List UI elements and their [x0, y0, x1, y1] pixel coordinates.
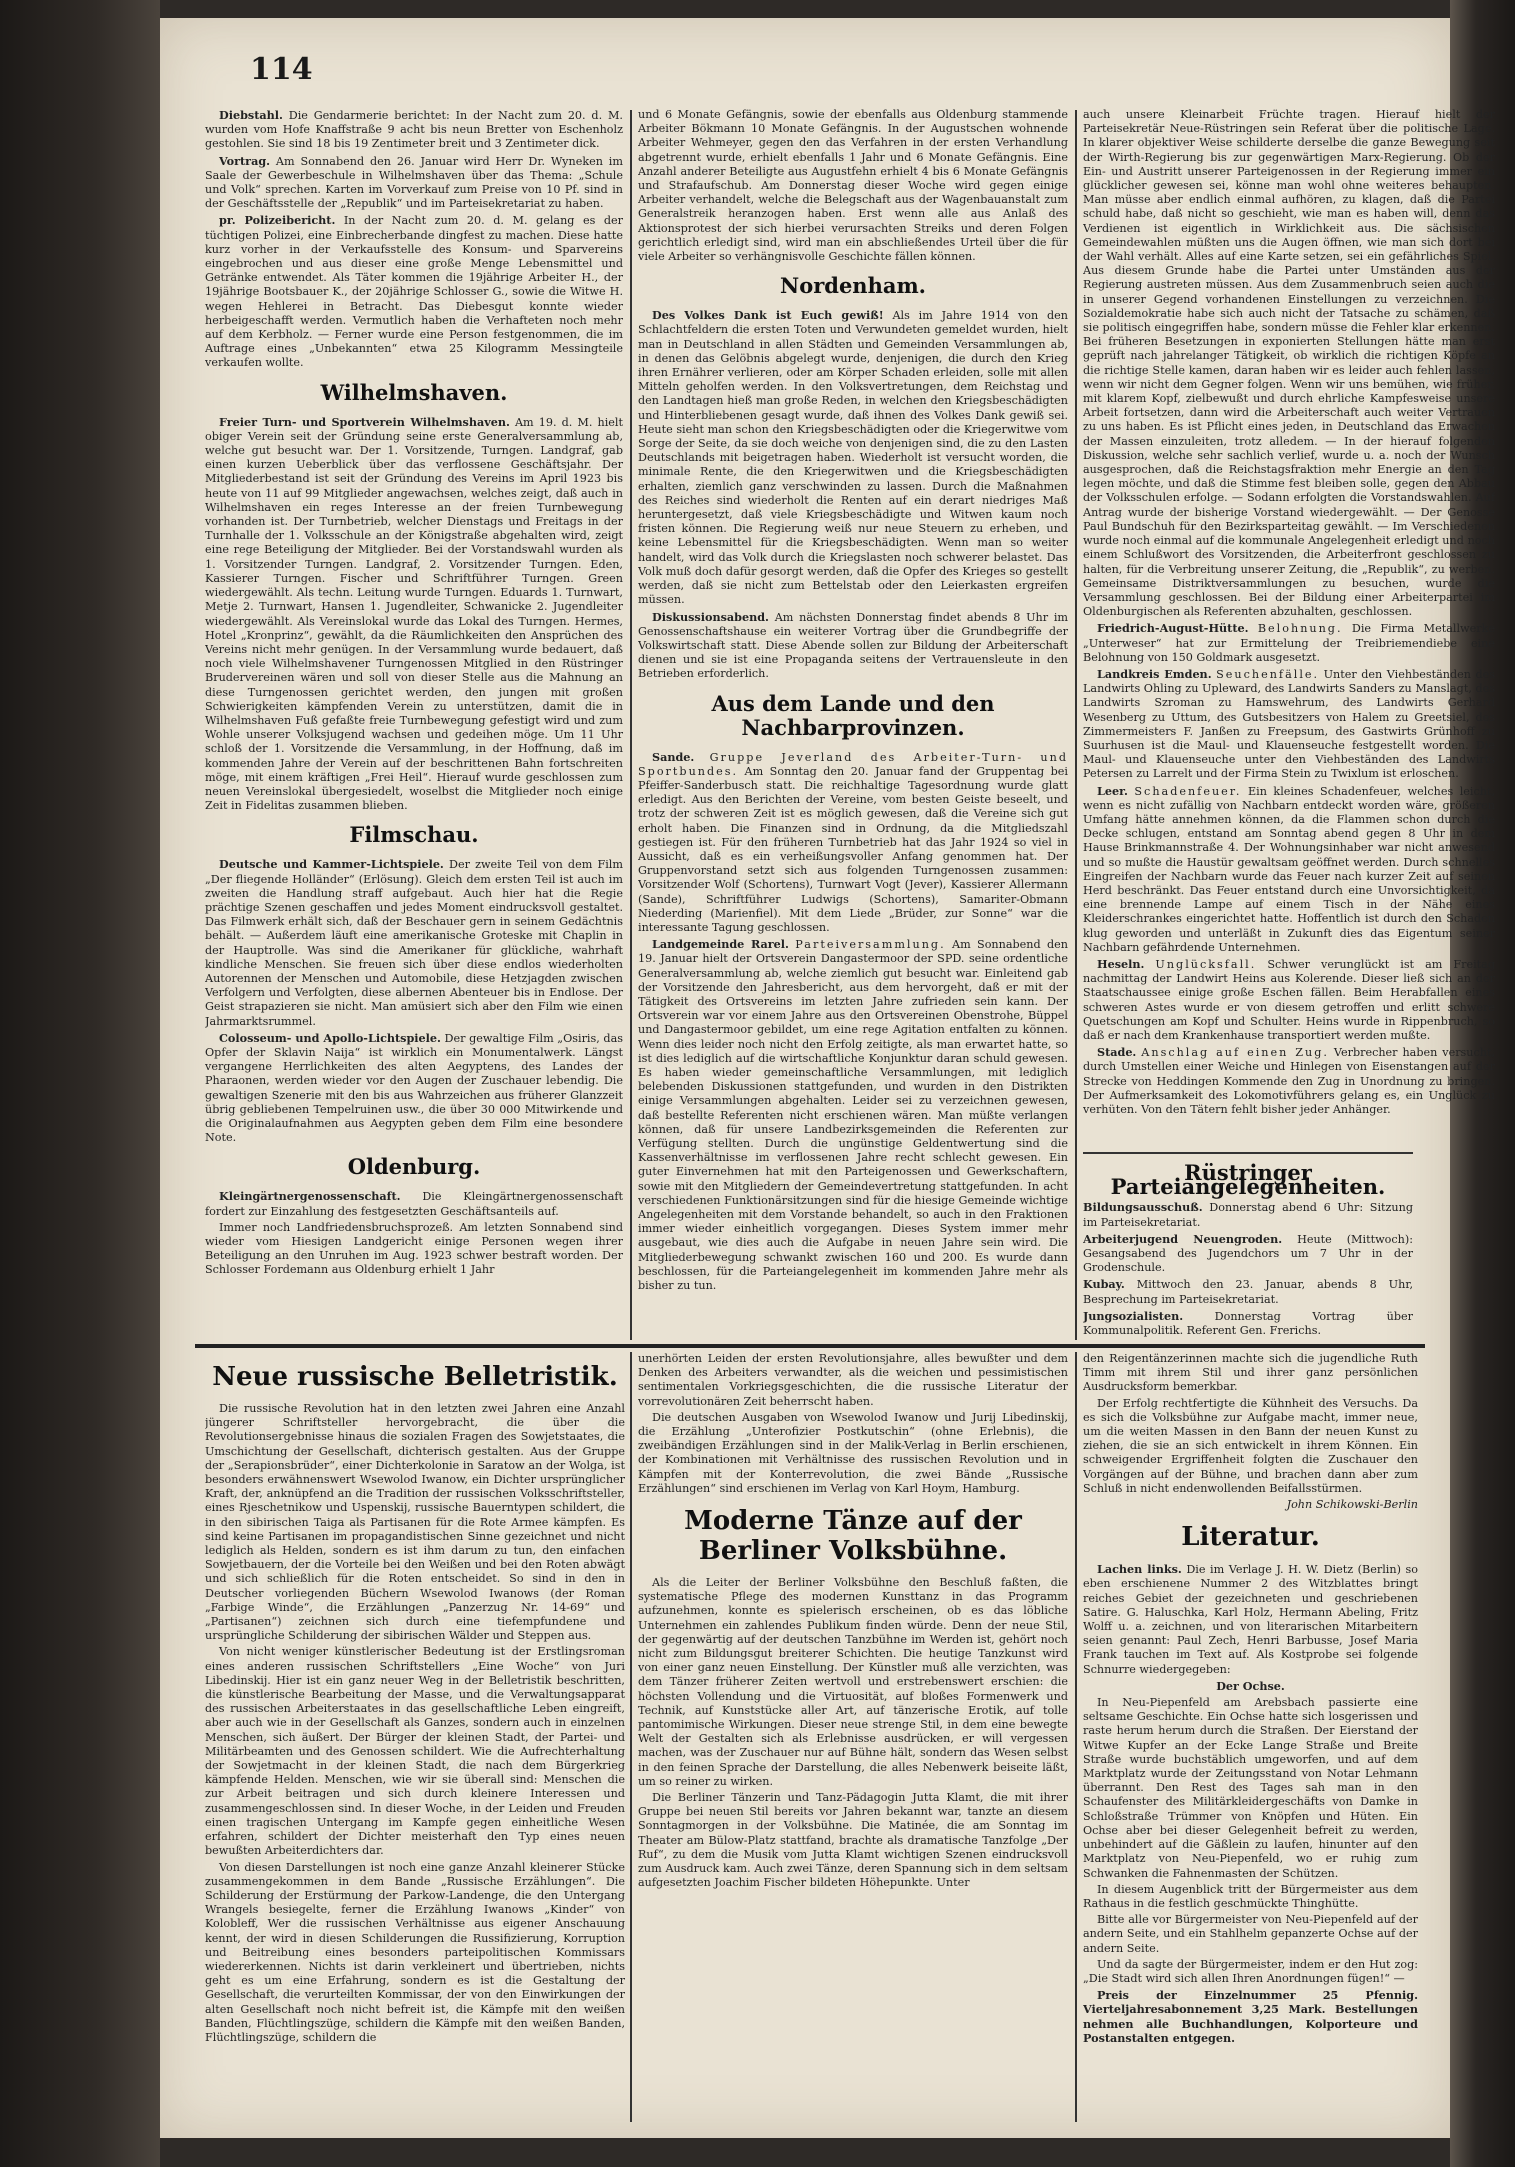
taenze-cont: den Reigentänzerinnen machte sich die jugendliche Ruth Timm mit ihrem Stil und ihrer ganz persönlichen Ausdrucksform bemerkbar.	[1083, 1352, 1418, 1394]
column-rule-3	[630, 1352, 632, 2122]
ochse-paragraph: Bitte alle vor Bürgermeister von Neu-Piepenfeld auf der andern Seite, und ein Stahlhelm gepanzerte Ochse auf der andern Seite.	[1083, 1913, 1418, 1955]
heading-oldenburg: Oldenburg.	[347, 1154, 481, 1180]
article-kleingaertner: Kleingärtnergenossenschaft. Die Kleingärtnergenossenschaft fordert zur Einzahlung des festgesetzten Geschäftsanteils auf.	[205, 1189, 623, 1218]
belletristik-paragraph: Von diesen Darstellungen ist noch eine ganze Anzahl kleinerer Stücke zusammengekommen in dem Bande „Russische Erzählungen“. Die Schilderung der Erstürmung der Parkow-Landenge, die den Untergang Wrangels besiegelte, ferner die Erzählung Iwanows „Kinder“ von Kolobleff, Wer die russischen Verhältnisse aus eigener Anschauung kennt, der wird in diesen Schilderungen die Russifizierung, Korruption und Beitreibung eines besonders parteipolitischen Kommissars wiedererkennen. Nichts ist darin verkleinert und übertrieben, nichts geht es um eine Erfahrung, sondern es ist die Gestaltung der Gesellschaft, die verurteilten Kommissar, der von den Einwirkungen der alten Gesellschaft noch nicht befreit ist, die Kämpfe mit den weißen Banden, Flüchtlingszüge, schildern die Kämpfe mit den weißen Banden, Flüchtlingszüge, schildern die	[205, 1860, 625, 2044]
party-item: Arbeiterjugend Neuengroden. Heute (Mittwoch): Gesangsabend des Jugendchors um 7 Uhr in der Grodenschule.	[1083, 1231, 1413, 1275]
party-item: Jungsozialisten. Donnerstag Vortrag über Kommunalpolitik. Referent Gen. Frerichs.	[1083, 1308, 1413, 1338]
book-binding-left	[0, 0, 160, 2167]
belletristik-paragraph: Von nicht weniger künstlerischer Bedeutung ist der Erstlingsroman eines anderen russischen Schriftstellers „Eine Woche“ von Juri Libedinskij. Hier ist ein ganz neuer Weg in der Belletristik beschritten, die künstlerische Bearbeitung der Masse, und die Verwaltungsapparat des russischen Arbeiterstaates in das gesellschaftliche Leben eingreift, aber auch wie in der Gesellschaft als Ganzes, sondern auch in einzelnen Menschen, sich äußert. Der Bürger der kleinen Stadt, der Partei- und Militärbeamten und des Genossen schildert. Wie die Aufrechterhaltung der Sowjetmacht in der kleinen Stadt, die nach dem Bürgerkrieg kämpfende Helden. Menschen, wie wir sie überall sind: Menschen die zur Arbeit beitragen und sich durch kleinere Interessen und zusammengeschlossen sind. In dieser Woche, in der Leiden und Freuden einen tragischen Untergang im Kampfe gegen einheitliche Wesen erfahren, schildert der Dichter meisterhaft den Typ eines neuen bewußten Arbeiterdichters dar.	[205, 1645, 625, 1858]
heading-moderne-taenze: Moderne Tänze auf der Berliner Volksbühne.	[684, 1506, 1022, 1567]
party-box-top-rule	[1083, 1152, 1413, 1154]
heading-literatur: Literatur.	[1181, 1522, 1320, 1553]
column-rule-2	[1075, 110, 1077, 1340]
party-announcements	[1083, 1158, 1413, 1338]
column-3	[1083, 108, 1495, 1158]
article-polizeibericht: pr. Polizeibericht. In der Nacht zum 20. d. M. gelang es der tüchtigen Polizei, eine Einbrecherbande dingfest zu machen. Diese hatte kurz vorher in der Verkaufsstelle des Konsum- und Sparvereins eingebrochen und aus dieser eine große Menge Lebensmittel und Getränke entwendet. Als Täter kommen die 19jährige Arbeiter H., der 19jährige Bootsbauer K., der 20jährige Schlosser G., sowie die Witwe H. wegen Hehlerei in Betracht. Das Diebesgut konnte wieder herbeigeschafft werden. Vermutlich haben die Verhafteten noch mehr auf dem Kerbholz. — Ferner wurde eine Person festgenommen, die im Auftrage eines „Unbekannten“ etwa 25 Kilogramm Messingteile verkaufen wollte.	[205, 213, 623, 370]
column-rule-1	[630, 110, 632, 1340]
article-friedrich-august-huette: Friedrich-August-Hütte. Belohnung. Die Firma Metallwerke „Unterweser“ hat zur Ermittelung der Treibriemendiebe eine Belohnung von 150 Goldmark ausgesetzt.	[1083, 621, 1495, 664]
article-parteisekretaer-cont: auch unsere Kleinarbeit Früchte tragen. Hierauf hielt der Parteisekretär Neue-Rüstringen sein Referat über die politische Lage. In klarer objektiver Weise schilderte derselbe die ganze Bewegung seit der Wirth-Regierung bis zur gegenwärtigen Marx-Regierung. Ob der Ein- und Austritt unserer Parteigenossen in der Regierung immer ein glücklicher gewesen sei, könne man wohl ohne weiteres behaupten. Man müsse aber endlich einmal aufhören, zu klagen, daß die Partei schuld habe, daß nicht so geschieht, wie man es haben will, denn das Verdienen ist eigentlich in Wirklichkeit aus. Die sächsischen Gemeindewahlen müßten uns die Augen öffnen, wie man sich dort bei der Wahl verhält. Alles auf eine Karte setzen, sei ein gefährliches Spiel. Aus diesem Grunde habe die Partei unter Umständen aus der Regierung austreten müssen. Aus dem Zusammenbruch seien auch die in unserer Gegend vorhandenen Einstellungen zu verzeichnen. Die Sozialdemokratie habe sich auch nicht der Tatsache zu schämen, daß sie politisch eingegriffen habe, sondern müsse die Fehler klar erkennen. Bei früheren Besetzungen in exponierten Stellungen hätte man erst geprüft nach jahrelanger Tätigkeit, ob wirklich die richtigen Köpfe an die richtige Stelle kamen, daran haben wir es leider auch fehlen lassen, wenn wir nicht dem Gegner folgen. Wenn wir uns bemühen, wie früher, mit klarem Kopf, zielbewußt und durch ehrliche Kampfesweise unsere Arbeit fortsetzen, dann wird die Arbeiterschaft auch weiter Vertrauen zu uns haben. Es ist Pflicht eines jeden, in Deutschland das Erwachen der Massen einzuleiten, trotz alledem. — In der hierauf folgenden Diskussion, welche sehr sachlich verlief, wurde u. a. noch der Wunsch ausgesprochen, daß die Reichstagsfraktion mehr Energie an den Tag legen möchte, und daß die Stimme fest bleiben solle, gegen den Abbau der Volksschulen erfolge. — Sodann erfolgten die Vorstandswahlen. Auf Antrag wurde der bisherige Vorstand wiedergewählt. — Der Genosse Paul Bundschuh für den Bezirksparteitag gewählt. — Im Verschiedenen wurde noch einmal auf die kommunale Angelegenheit erledigt und noch einem Schlußwort des Vorsitzenden, die Arbeiterfront geschlossen zu halten, für die Verbreitung unserer Zeitung, die „Republik“, zu werben. Gemeinsame Distriktversammlungen zu besuchen, wurde die Versammlung geschlossen. Bei der Bildung einer Arbeiterpartei im Oldenburgischen als Referenten abzuhalten, geschlossen.	[1083, 108, 1495, 619]
heading-nordenham: Nordenham.	[780, 273, 926, 299]
heading-wilhelmshaven: Wilhelmshaven.	[320, 379, 508, 405]
taenze-paragraph: Als die Leiter der Berliner Volksbühne den Beschluß faßten, die systematische Pflege des modernen Kunsttanz in das Programm aufzunehmen, konnte es spielerisch erscheinen, ob es das löbliche Unternehmen ein zahlendes Publikum finden würde. Denn der neue Stil, der gegenwärtig auf der deutschen Tanzbühne im Werden ist, gehört noch nicht zum Bildungsgut breiterer Schichten. Die heutige Tanzkunst wird von einer ganz neuen Einstellung. Der Künstler muß alle verzichten, was dem Tänzer früherer Zeiten wertvoll und erstrebenswert erschien: die höchsten Vollendung und die Virtuosität, auf bloßes Formenwerk und Technik, auf Kunststücke aller Art, auf tänzerische Erotik, auf tolle pantomimische Wirkungen. Dieser neue strenge Stil, in dem eine bewegte Welt der Gestalten sich als Erlebnisse ausdrücken, er will vergessen machen, was der Zuschauer nur auf Bühne hält, sondern das Wesen selbst in den feinen Sprache der Darstellung, die alles Nebenwerk beiseite läßt, um so reiner zu wirken.	[638, 1576, 1068, 1788]
article-stade: Stade. Anschlag auf einen Zug. Verbrecher haben versucht, durch Umstellen einer Weiche und Hinlegen von Eisenstangen auf der Strecke von Heddingen Kommende den Zug in Unordnung zu bringen. Der Aufmerksamkeit des Lokomotivführers gelang es, ein Unglück zu verhüten. Von den Tätern fehlt bisher jeder Anhänger.	[1083, 1045, 1495, 1117]
heading-aus-dem-lande: Aus dem Lande und den Nachbarprovinzen.	[711, 690, 995, 740]
feuilleton-column-2	[638, 1352, 1068, 2127]
party-item: Bildungsausschuß. Donnerstag abend 6 Uhr: Sitzung im Parteisekretariat.	[1083, 1200, 1413, 1229]
ochse-paragraph: In Neu-Piepenfeld am Arebsbach passierte eine seltsame Geschichte. Ein Ochse hatte sich losgerissen und raste herum herum durch die Straßen. Der Eierstand der Witwe Kupfer an der Ecke Lange Straße und Breite Straße wurde buchstäblich umgeworfen, und auf dem Marktplatz wurde der Zeitungsstand von Notar Lehmann überrannt. Den Rest des Tages sah man in den Schaufenster des Militärkleidergeschäfts von Damke in Schloßstraße Trümmer von Knöpfen und Hüten. Ein Ochse aber bei dieser Gelegenheit befreit zu werden, unbehindert auf die Gäßlein zu laufen, hinunter auf den Marktplatz von Neu-Piepenfeld, wo er ruhig zum Schwanken die Fahnenmasten der Schützen.	[1083, 1696, 1418, 1880]
article-volkes-dank: Des Volkes Dank ist Euch gewiß! Als im Jahre 1914 von den Schlachtfeldern die ersten Toten und Verwundeten gemeldet wurden, hielt man in Deutschland in allen Städten und Gemeinden Versammlungen ab, in denen das Gelöbnis abgelegt wurde, denjenigen, die durch den Krieg ihren Ernährer verlieren, oder am Körper Schaden erleiden, solle mit allen Mitteln geholfen werden. In den Volksvertretungen, dem Reichstag und den Landtagen hieß man große Reden, in welchen den Kriegsbeschädigten und Hinterbliebenen gesagt wurde, daß ihnen des Volkes Dank gewiß sei. Heute sieht man schon den Kriegsbeschädigten oder die Kriegerwitwe vom Sorge der Seite, da sie doch weiche von denjenigen sind, die zu den Lasten Deutschlands mit beigetragen haben. Wiederholt ist versucht worden, die minimale Rente, die den Kriegerwitwen und die Kriegsbeschädigten erhalten, ziemlich ganz verschwinden zu lassen. Durch die Maßnahmen des Reiches sind wiederholt die Renten auf ein derart niedriges Maß heruntergesetzt, daß viele Kriegsbeschädigte und Witwen kaum noch fristen können. Die Regierung weiß nur neue Steuern zu erheben, und keine Lebensmittel für die Kriegsbeschädigten. Wenn man so weiter handelt, wird das Volk durch die Kriegslasten noch schwerer belastet. Das Volk muß doch dafür gesorgt werden, daß die Opfer des Krieges so gestellt werden, daß sie nicht zum Bettelstab oder den Leierkasten ergreifen müssen.	[638, 308, 1068, 607]
article-diebstahl: Diebstahl. Die Gendarmerie berichtet: In der Nacht zum 20. d. M. wurden vom Hofe Knaffstraße 9 acht bis neun Bretter von Eschenholz gestohlen. Sie sind 18 bis 19 Zentimeter breit und 3 Zentimeter dick.	[205, 108, 623, 151]
article-sande: Sande. Gruppe Jeverland des Arbeiter-Turn- und Sportbundes. Am Sonntag den 20. Januar fand der Gruppentag bei Pfeiffer-Sanderbusch statt. Die reichhaltige Tagesordnung wurde glatt erledigt. Aus den Berichten der Vereine, vom besten Geiste beseelt, und trotz der schweren Zeit ist es möglich gewesen, daß die Vereine sich gut erholt haben. Die Finanzen sind in Ordnung, da die Mitgliedszahl gestiegen ist. Für den früheren Turnbetrieb hat das Jahr 1924 so viel in Aussicht, daß es ein verheißungsvoller Anfang genommen hat. Der Gruppenvorstand setzt sich aus folgenden Turngenossen zusammen: Vorsitzender Wolf (Schortens), Turnwart Vogt (Jever), Kassierer Allermann (Sande), Schriftführer Ludwigs (Schortens), Samariter-Obmann Niederding (Marienfiel). Mit dem Liede „Brüder, zur Sonne“ war die interessante Tagung geschlossen.	[638, 749, 1068, 934]
belletristik-paragraph: Die russische Revolution hat in den letzten zwei Jahren eine Anzahl jüngerer Schriftsteller hervorgebracht, die über die Revolutionsergebnisse hinaus die sozialen Fragen des Sowjetstaates, die Umschichtung der Gesellschaft, dichterisch gestalten. Aus der Gruppe der „Serapionsbrüder“, einer Dichterkolonie in Saratow an der Wolga, ist besonders erwähnenswert Wsewolod Iwanow, ein Dichter ursprünglicher Kraft, der, anknüpfend an die Tradition der russischen Volksschriftsteller, eines Rjeschetnikow und Uspenskij, russische Bauerntypen schildert, die in den sibirischen Taiga als Partisanen für die Rote Armee kämpfen. Es sind keine Partisanen im propagandistischen Sinne gezeichnet und nicht lediglich als Helden, sondern es ist ihm darum zu tun, den einfachen Sowjetbauern, der die Vorteile bei den Weißen und bei den Roten abwägt und sich schließlich für die Roten entscheidet. So sind in den in Deutscher vorliegenden Büchern Wsewolod Iwanows (der Roman „Farbige Winde“, die Erzählungen „Panzerzug Nr. 14-69“ und „Partisanen“) zeichnen sich durch eine tiefempfundene und ursprüngliche Schilderung der sibirischen Wälder und Steppen aus.	[205, 1402, 625, 1643]
feuilleton-column-1	[205, 1352, 625, 2127]
party-title: Rüstringer Parteiangelegenheiten.	[1110, 1160, 1386, 1200]
ochse-paragraph: Und da sagte der Bürgermeister, indem er den Hut zog: „Die Stadt wird sich allen Ihren Anordnungen fügen!“ —	[1083, 1957, 1418, 1985]
page-number: 114	[250, 52, 313, 87]
article-landkreis-emden: Landkreis Emden. Seuchenfälle. Unter den Viehbeständen des Landwirts Ohling zu Upleward, des Landwirts Sanders zu Manslagt, des Landwirts Szroman zu Hamswehrum, des Landwirts Gerhard Wesenberg zu Uttum, des Gutsbesitzers von Halem zu Greetsiel, des Zimmermeisters F. Janßen zu Freepsum, des Gastwirts Grünhoff zu Suurhusen ist die Maul- und Klauenseuche festgestellt worden. Die Maul- und Klauenseuche unter den Viehbeständen des Landwirts Petersen zu Larrelt und der Firma Stein zu Twixlum ist erloschen.	[1083, 666, 1495, 781]
article-oldenburg-cont: und 6 Monate Gefängnis, sowie der ebenfalls aus Oldenburg stammende Arbeiter Bökmann 10 Monate Gefängnis. In der Augustschen wohnende Arbeiter Wehmeyer, gegen den das Verfahren in der ersten Verhandlung abgetrennt wurde, erhielt ebenfalls 1 Jahr und 6 Monate Gefängnis. Eine Anzahl anderer Beteiligte aus Augustfehn erhielt 4 bis 6 Monate Gefängnis und Strafaufschub. Am Donnerstag dieser Woche wird gegen einige Arbeiter verhandelt, welche die Belegschaft aus der Wagenbauanstalt zum Generalstreik heranzogen haben. Erst wenn alle aus Anlaß des Aktionsprotest der sich hierbei verursachten Streiks und deren Folgen gerichtlich erledigt sind, wird man ein abschließendes Urteil über die für viele Arbeiter so verhängnisvolle Geschichte fällen können.	[638, 108, 1068, 264]
column-rule-4	[1075, 1352, 1077, 2122]
taenze-paragraph: Die Berliner Tänzerin und Tanz-Pädagogin Jutta Klamt, die mit ihrer Gruppe bei neuen Stil bereits vor Jahren bekannt war, tanzte an diesem Sonntagmorgen in der Volksbühne. Die Matinée, die am Sonntag im Theater am Bülow-Platz stattfand, brachte als dramatische Tanzfolge „Der Ruf“, zu dem die Musik vom Jutta Klamt wichtigen Szenen eindrucksvoll zum Ausdruck kam. Auch zwei Tänze, deren Spannung sich in dem seltsam aufgesetzten Joachim Fischer bildeten Höhepunkte. Unter	[638, 1791, 1068, 1890]
belletristik-cont: Die deutschen Ausgaben von Wsewolod Iwanow und Jurij Libedinskij, die Erzählung „Unterofizier Postkutschin“ (ohne Erlebnis), die zweibändigen Erzählungen sind in der Malik-Verlag in Berlin erschienen, der Kombinationen mit Verhältnisse des russischen Revolution und in Kämpfen mit der Konterrevolution, die zwei Bände „Russische Erzählungen“ sind erschienen im Verlag von Karl Hoym, Hamburg.	[638, 1410, 1068, 1495]
article-landfriedensbruch: Immer noch Landfriedensbruchsprozeß. Am letzten Sonnabend sind wieder vom Hiesigen Landgericht einige Personen wegen ihrer Beteiligung an den Unruhen im Aug. 1923 schwer bestraft worden. Der Schlosser Fordemann aus Oldenburg erhielt 1 Jahr	[205, 1220, 623, 1277]
article-leer: Leer. Schadenfeuer. Ein kleines Schadenfeuer, welches leicht, wenn es nicht zufällig von Nachbarn entdeckt worden wäre, größeren Umfang hätte annehmen können, da die Flammen schon durch die Decke schlugen, entstand am Sonntag abend gegen 8 Uhr in dem Hause Brinkmannstraße 4. Der Wohnungsinhaber war nicht anwesend und so mußte die Haustür gewaltsam geöffnet werden. Durch schnelles Eingreifen der Nachbarn wurde das Feuer nach kurzer Zeit auf seinen Herd beschränkt. Das Feuer entstand durch eine Unvorsichtigkeit, da eine brennende Lampe auf einem Tisch in der Nähe eines Kleiderschrankes eingerichtet hatte. Hoffentlich ist durch den Schaden klug geworden und unterläßt in Zukunft dies das Eigentum seiner Nachbarn gefährdende Unternehmen.	[1083, 783, 1495, 954]
taenze-cont: Der Erfolg rechtfertigte die Kühnheit des Versuchs. Da es sich die Volksbühne zur Aufgabe macht, immer neue, um die weiten Massen in den Bann der neuen Kunst zu ziehen, die sie an sich entwickelt in ihrem Können. Ein schweigender Ergriffenheit folgten die Zuschauer den Vorgängen auf der Bühne, und brachen dann aber zum Schluß in nicht endenwollenden Beifallsstürmen.	[1083, 1396, 1418, 1495]
article-kammer-lichtspiele: Deutsche und Kammer-Lichtspiele. Der zweite Teil von dem Film „Der fliegende Holländer“ (Erlösung). Gleich dem ersten Teil ist auch im zweiten die Handlung straff aufgebaut. Auch hier hat die Regie prächtige Szenen geschaffen und jedes Moment eindrucksvoll gestaltet. Das Filmwerk erhält sich, daß der Beschauer gern in seinem Gedächtnis behält. — Außerdem läuft eine amerikanische Groteske mit Chaplin in der Hauptrolle. Was sind die Amerikaner für glückliche, wahrhaft kindliche Menschen. Sie freuen sich über diese endlos wiederholten Autorennen der Menschen und Automobile, diese Hetzjagden zwischen Verfolgern und Verfolgten, diese albernen Abenteuer bis in Endlose. Der Geist strapazieren sie nicht. Man amüsiert sich aber den Film wie einen Jahrmarktsrummel.	[205, 857, 623, 1028]
feuilleton-column-3	[1083, 1352, 1418, 2127]
heading-belletristik: Neue russische Belletristik.	[212, 1362, 618, 1392]
article-colosseum: Colosseum- und Apollo-Lichtspiele. Der gewaltige Film „Osiris, das Opfer der Sklavin Naija“ ist wirklich ein Monumentalwerk. Längst vergangene Herrlichkeiten des alten Aegyptens, des Landes der Pharaonen, werden wieder vor den Augen der Zuschauer lebendig. Die gewaltigen Szenerie mit den bis aus Wahrzeichen aus früherer Glanzzeit übrig gebliebenen Tempelruinen usw., die über 30 000 Mitwirkende und die Originalaufnahmen aus Aegypten geben dem Film eine besondere Note.	[205, 1030, 623, 1145]
article-vortrag: Vortrag. Am Sonnabend den 26. Januar wird Herr Dr. Wyneken im Saale der Gewerbeschule in Wilhelmshaven über das Thema: „Schule und Volk“ sprechen. Karten im Vorverkauf zum Preise von 10 Pf. sind in der Geschäftsstelle der „Republik“ und im Parteisekretariat zu haben.	[205, 153, 623, 211]
article-diskussionsabend: Diskussionsabend. Am nächsten Donnerstag findet abends 8 Uhr im Genossenschaftshause ein weiterer Vortrag über die Grundbegriffe der Volkswirtschaft statt. Diese Abende sollen zur Bildung der Arbeiterschaft dienen und sie ist eine Propaganda seitens der Vertrauensleute in den Betrieben erforderlich.	[638, 609, 1068, 681]
ochse-paragraph: In diesem Augenblick tritt der Bürgermeister aus dem Rathaus in die festlich geschmückte Thinghütte.	[1083, 1882, 1418, 1910]
column-2	[638, 108, 1068, 1343]
article-heseln: Heseln. Unglücksfall. Schwer verunglückt ist am Freitag nachmittag der Landwirt Heins aus Kolerende. Dieser ließ sich an der Staatschaussee einige große Eschen fällen. Beim Herabfallen eines schweren Astes wurde er von diesem getroffen und erlitt schwere Quetschungen am Kopf und Schulter. Heins wurde in Rippenbruch, so daß er nach dem Krankenhause transportiert werden mußte.	[1083, 956, 1495, 1042]
column-1	[205, 108, 623, 1343]
party-item: Kubay. Mittwoch den 23. Januar, abends 8 Uhr, Besprechung im Parteisekretariat.	[1083, 1277, 1413, 1306]
heading-ochse: Der Ochse.	[1216, 1678, 1285, 1693]
feuilleton-divider	[195, 1344, 1425, 1348]
author-signature: John Schikowski-Berlin	[1286, 1498, 1418, 1512]
belletristik-cont: unerhörten Leiden der ersten Revolutionsjahre, alles bewußter und dem Denken des Arbeiters verwandter, als die weichen und pessimistischen sentimentalen Vorkriegsgeschichten, die die russische Literatur der vorrevolutionären Zeit beherrscht haben.	[638, 1352, 1068, 1408]
price-notice: Preis der Einzelnummer 25 Pfennig. Vierteljahresabonnement 3,25 Mark. Bestellungen nehmen alle Buchhandlungen, Kolporteure und Postanstalten entgegen.	[1083, 1988, 1418, 2045]
heading-filmschau: Filmschau.	[349, 822, 479, 848]
article-turnverein: Freier Turn- und Sportverein Wilhelmshaven. Am 19. d. M. hielt obiger Verein seit der Gründung seine erste Generalversammlung ab, welche gut besucht war. Der 1. Vorsitzende, Turngen. Landgraf, gab einen kurzen Ueberblick über das verflossene Geschäftsjahr. Der Mitgliederbestand ist seit der Gründung des Vereins im April 1923 bis heute von 11 auf 99 Mitglieder angewachsen, welches zeigt, daß auch in Wilhelmshaven ein reges Interesse an der freien Turnbewegung vorhanden ist. Der Turnbetrieb, welcher Dienstags und Freitags in der Turnhalle der 1. Volksschule an der Königstraße abgehalten wird, zeigt eine rege Beteiligung der Mitglieder. Bei der Vorstandswahl wurden als 1. Vorsitzender Turngen. Landgraf, 2. Vorsitzender Turngen. Eden, Kassierer Turngen. Fischer und Schriftführer Turngen. Green wiedergewählt. Als techn. Leitung wurde Turngen. Eduards 1. Turnwart, Metje 2. Turnwart, Hansen 1. Jugendleiter, Schwanicke 2. Jugendleiter wiedergewählt. Als Vereinslokal wurde das Lokal des Turngen. Hermes, Hotel „Kronprinz“, gewählt, da die Räumlichkeiten den Ansprüchen des Vereins nicht mehr genügen. In der Versammlung wurde bedauert, daß noch viele Wilhelmshavener Turngenossen Mitglied in den Rüstringer Brudervereinen wären und soll von dieser Stelle aus die Mahnung an diese Turngenossen gerichtet werden, den jungen mit großen Schwierigkeiten kämpfenden Verein zu unterstützen, damit die in Wilhelmshaven Fuß gefaßte freie Turnbewegung gefestigt wird und zum Wohle unserer Volksjugend wachsen und gedeihen möge. Um 11 Uhr schloß der 1. Vorsitzende die Versammlung, in der Hoffnung, daß im kommenden Jahre der Verein auf der beschrittenen Bahn fortschreiten möge, mit einem kräftigen „Frei Heil“. Hierauf wurde geschlossen zum neuen Vereinslokal übergesiedelt, woselbst die Mitglieder noch einige Zeit in Fidelitas zusammen blieben.	[205, 414, 623, 813]
literatur-lachen-links: Lachen links. Die im Verlage J. H. W. Dietz (Berlin) so eben erschienene Nummer 2 des Witzblattes bringt reiches Gebiet der gezeichneten und geschriebenen Satire. G. Haluschka, Karl Holz, Hermann Abeling, Fritz Wolff u. a. zeichnen, und von literarischen Mitarbeitern seien genannt: Paul Zech, Henri Barbusse, Josef Maria Frank tauchen im Text auf. Als Kostprobe sei folgende Schnurre wiedergegeben:	[1083, 1562, 1418, 1676]
article-rarel: Landgemeinde Rarel. Parteiversammlung. Am Sonnabend den 19. Januar hielt der Ortsverein Dangastermoor der SPD. seine ordentliche Generalversammlung ab, welche ziemlich gut besucht war. Einleitend gab der Vorsitzende den Jahresbericht, aus dem hervorgeht, daß er mit der Tätigkeit des Ortsvereins im letzten Jahre zufrieden sein kann. Der Ortsverein war vor einem Jahre aus den Ortsvereinen Obenstrohe, Büppel und Dangastermoor gebildet, um eine rege Agitation entfalten zu können. Wenn dies leider noch nicht den Erfolg zeitigte, als man erwartet hatte, so ist dies lediglich auf die wirtschaftliche Konjunktur daran schuld gewesen. Es haben wieder gemeinschaftliche Versammlungen, mit lediglich belebenden Diskussionen stattgefunden, und wurden in den Distrikten einige Versammlungen abgehalten. Leider sei zu verzeichnen gewesen, daß bestellte Referenten nicht erschienen wären. Man müßte verlangen können, daß für unsere Landbezirksgemeinden die Referenten zur Verfügung stellten. Durch die ungünstige Geldentwertung sind die Kassenverhältnisse im verflossenen Jahre recht schlecht gewesen. Ein guter Einvernehmen hat mit den Parteigenossen und Gewerkschaftern, sowie mit den Mitgliedern der Gemeindevertretung stattgefunden. In acht verschiedenen Funktionärsitzungen sind für die hiesige Gemeinde wichtige Angelegenheiten mit dem Vorstande behandelt, so auch in den Fraktionen immer wieder einheitlich vorgegangen. Dieses System immer mehr ausgebaut, wie dies auch die Aufgabe in neuen Jahre sein wird. Die Mitgliederbewegung schwankt zwischen 160 und 200. Es wurde dann beschlossen, für die Parteiangelegenheit im kommenden Jahre mehr als bisher zu tun.	[638, 937, 1068, 1293]
